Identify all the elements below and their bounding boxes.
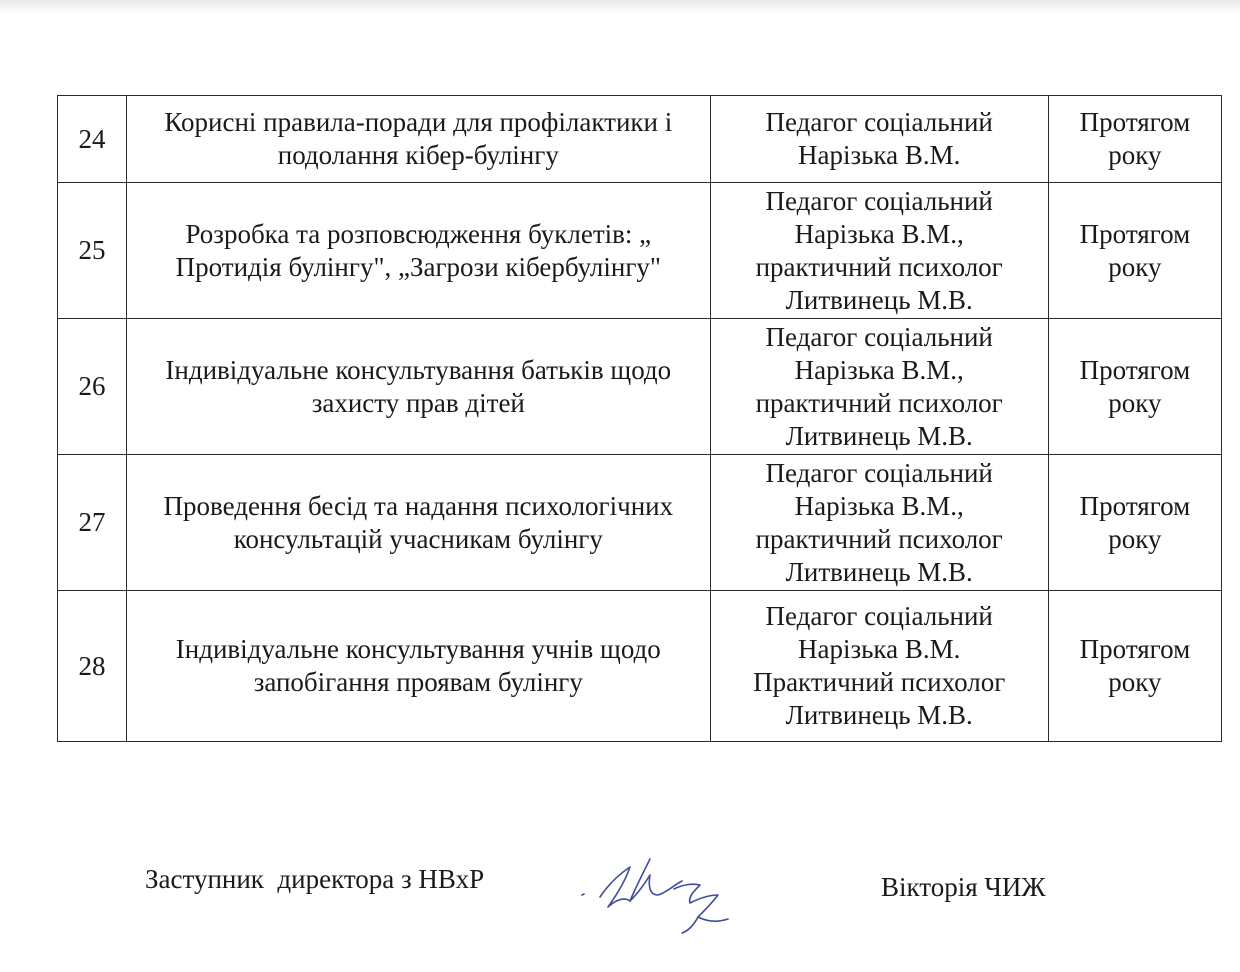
signer-position: Заступник директора з НВхР	[145, 864, 485, 894]
row-number: 27	[58, 455, 127, 591]
responsible-line: Литвинець М.В.	[785, 420, 973, 451]
term-line: Протягом	[1079, 354, 1191, 385]
event-line: Розробка та розповсюдження буклетів: „	[185, 218, 652, 249]
responsible-line: Педагог соціальний	[765, 601, 993, 631]
event-line: Індивідуальне консультування учнів щодо	[175, 634, 661, 664]
term-line: Протягом	[1079, 107, 1191, 137]
event-line: захисту прав дітей	[311, 387, 525, 418]
responsible-line: Педагог соціальний	[765, 107, 993, 137]
responsible-cell	[710, 183, 1048, 319]
table-row	[58, 319, 1222, 455]
event-line: Проведення бесід та надання психологічних	[163, 490, 674, 521]
responsible-cell	[710, 455, 1048, 591]
responsible-line: практичний психолог	[755, 523, 1003, 554]
event-cell	[127, 319, 711, 455]
responsible-line: практичний психолог	[755, 387, 1003, 418]
responsible-cell	[710, 591, 1048, 742]
table-row	[58, 96, 1222, 183]
activity-plan-table	[57, 95, 1222, 742]
term-line: Протягом	[1079, 490, 1191, 521]
responsible-line: Нарізька В.М.,	[794, 354, 964, 385]
handwritten-signature	[578, 845, 748, 940]
responsible-line: Нарізька В.М.	[797, 634, 961, 664]
event-cell	[127, 96, 711, 183]
term-line: Протягом	[1079, 634, 1191, 664]
responsible-line: Нарізька В.М.,	[794, 490, 964, 521]
event-cell	[127, 183, 711, 319]
responsible-line: Литвинець М.В.	[785, 556, 973, 587]
row-number: 25	[58, 183, 127, 319]
term-line: року	[1108, 667, 1162, 697]
term-line: року	[1108, 387, 1162, 418]
responsible-line: Педагог соціальний	[765, 457, 993, 488]
responsible-line: Педагог соціальний	[765, 185, 993, 216]
responsible-line: Практичний психолог	[753, 667, 1006, 697]
event-line: запобігання проявам булінгу	[253, 667, 583, 697]
term-line: року	[1108, 251, 1162, 282]
responsible-line: Нарізька В.М.	[797, 140, 961, 170]
term-line: року	[1108, 140, 1162, 170]
responsible-line: практичний психолог	[755, 251, 1003, 282]
event-line: подолання кібер-булінгу	[277, 140, 559, 170]
row-number: 24	[58, 96, 127, 183]
event-line: консультацій учасникам булінгу	[233, 523, 603, 554]
responsible-cell	[710, 319, 1048, 455]
signature-block	[0, 860, 1240, 920]
term-cell	[1048, 96, 1221, 183]
term-cell	[1048, 455, 1221, 591]
row-number: 28	[58, 591, 127, 742]
term-line: року	[1108, 523, 1162, 554]
responsible-line: Литвинець М.В.	[785, 700, 973, 730]
table-row	[58, 183, 1222, 319]
event-line: Індивідуальне консультування батьків щодо	[165, 354, 672, 385]
event-cell	[127, 591, 711, 742]
responsible-line: Педагог соціальний	[765, 321, 993, 352]
event-line: Протидія булінгу", „Загрози кібербулінгу"	[175, 251, 661, 282]
term-cell	[1048, 183, 1221, 319]
table-row	[58, 591, 1222, 742]
event-line: Корисні правила-поради для профілактики і	[164, 107, 673, 137]
term-cell	[1048, 319, 1221, 455]
row-number: 26	[58, 319, 127, 455]
signer-name: Вікторія ЧИЖ	[881, 872, 1046, 902]
responsible-cell	[710, 96, 1048, 183]
scan-edge-shadow	[0, 0, 1240, 14]
term-cell	[1048, 591, 1221, 742]
term-line: Протягом	[1079, 218, 1191, 249]
responsible-line: Литвинець М.В.	[785, 284, 973, 315]
event-cell	[127, 455, 711, 591]
table-row	[58, 455, 1222, 591]
responsible-line: Нарізька В.М.,	[794, 218, 964, 249]
